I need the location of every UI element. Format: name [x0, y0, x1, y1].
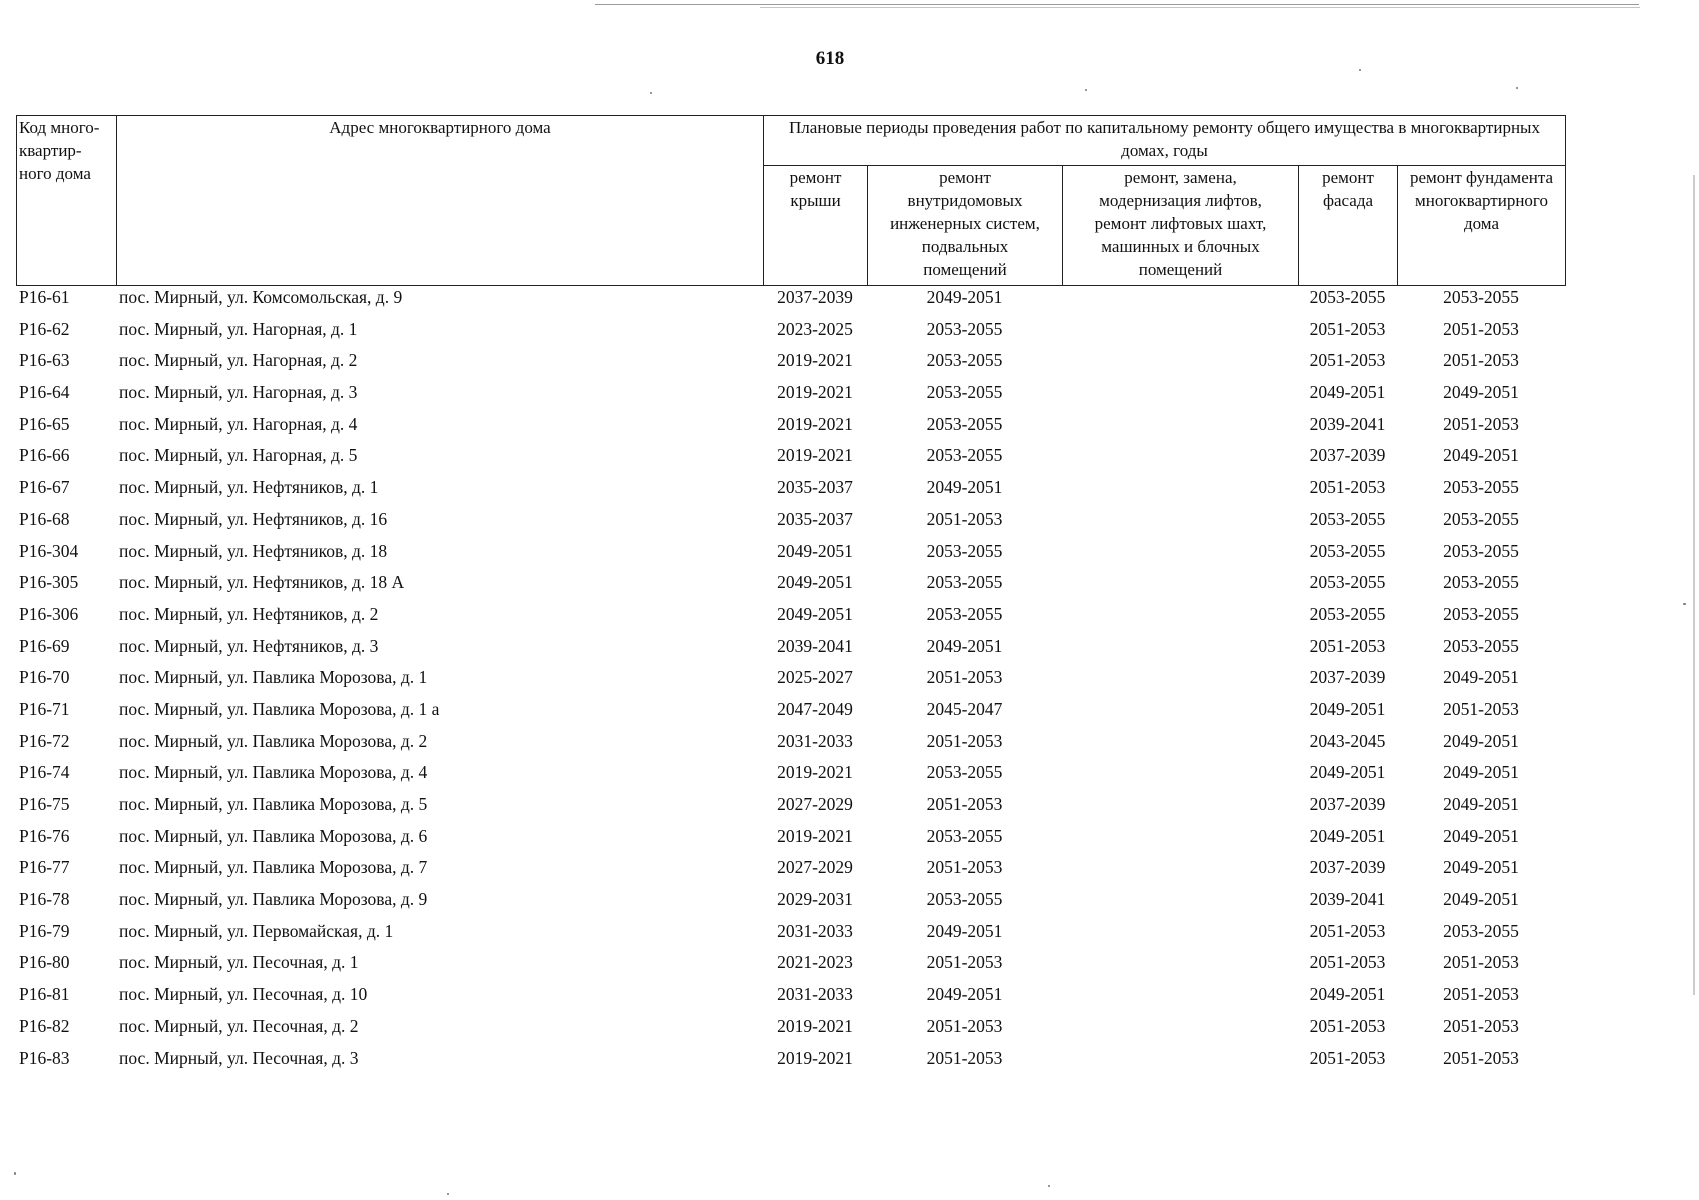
row-roof-period: 2039-2041 — [777, 635, 853, 656]
row-engineering-period: 2053-2055 — [926, 413, 1003, 434]
row-engineering-period: 2049-2051 — [926, 984, 1003, 1005]
row-address: пос. Мирный, ул. Павлика Морозова, д. 1 а — [119, 698, 440, 719]
row-elevators-period — [1062, 445, 1298, 477]
row-engineering-period: 2051-2053 — [926, 952, 1003, 973]
row-facade-period: 2037-2039 — [1309, 445, 1386, 466]
row-elevators-period — [1062, 1016, 1298, 1048]
row-engineering-period: 2049-2051 — [926, 920, 1003, 941]
row-code: P16-61 — [19, 287, 70, 307]
row-code: P16-306 — [19, 603, 79, 624]
table-row — [16, 826, 1565, 858]
row-code: P16-68 — [19, 508, 70, 529]
row-code: P16-71 — [19, 698, 70, 719]
row-facade-period: 2049-2051 — [1309, 825, 1386, 846]
header-facade: ремонт фасада — [1299, 166, 1398, 286]
scan-speck — [1048, 1185, 1050, 1187]
row-engineering-period: 2053-2055 — [926, 572, 1003, 593]
row-foundation-period: 2049-2051 — [1443, 794, 1519, 814]
row-code: P16-81 — [19, 984, 70, 1005]
table-row — [16, 889, 1565, 921]
header-elevators: ремонт, замена, модернизация лифтов, ремонт лифтовых шахт, машинных и блочных помещений — [1063, 166, 1299, 286]
row-foundation-period: 2051-2053 — [1443, 1047, 1519, 1068]
row-facade-period: 2037-2039 — [1309, 794, 1386, 814]
table-row — [16, 509, 1565, 541]
row-engineering-period: 2053-2055 — [926, 825, 1003, 846]
row-facade-period: 2037-2039 — [1309, 857, 1386, 878]
row-roof-period: 2019-2021 — [777, 445, 853, 466]
row-code: P16-66 — [19, 445, 70, 466]
row-address: пос. Мирный, ул. Нагорная, д. 5 — [119, 445, 358, 466]
row-foundation-period: 2053-2055 — [1443, 920, 1519, 941]
row-facade-period: 2051-2053 — [1309, 952, 1386, 973]
row-code: P16-304 — [19, 540, 79, 561]
row-facade-period: 2051-2053 — [1309, 318, 1386, 339]
row-address: пос. Мирный, ул. Нагорная, д. 3 — [119, 382, 358, 403]
row-address: пос. Мирный, ул. Первомайская, д. 1 — [119, 920, 394, 941]
row-facade-period: 2053-2055 — [1309, 287, 1386, 307]
row-facade-period: 2053-2055 — [1309, 540, 1386, 561]
table-header — [16, 115, 1566, 286]
table-row — [16, 350, 1565, 382]
row-facade-period: 2051-2053 — [1309, 635, 1386, 656]
row-roof-period: 2029-2031 — [777, 889, 853, 910]
row-address: пос. Мирный, ул. Павлика Морозова, д. 4 — [119, 762, 428, 783]
row-engineering-period: 2051-2053 — [926, 1015, 1003, 1036]
row-code: P16-62 — [19, 318, 70, 339]
table-row — [16, 636, 1565, 668]
row-engineering-period: 2053-2055 — [926, 762, 1003, 783]
table-row — [16, 572, 1565, 604]
row-foundation-period: 2049-2051 — [1443, 667, 1519, 688]
row-engineering-period: 2049-2051 — [926, 635, 1003, 656]
scan-top-rule — [595, 4, 1639, 5]
header-engineering: ремонт внутридомовых инженерных систем, подвальных помещений — [868, 166, 1063, 286]
row-address: пос. Мирный, ул. Песочная, д. 3 — [119, 1047, 359, 1068]
row-address: пос. Мирный, ул. Нефтяников, д. 18 — [119, 540, 388, 561]
row-facade-period: 2053-2055 — [1309, 508, 1386, 529]
row-foundation-period: 2049-2051 — [1443, 762, 1519, 783]
row-address: пос. Мирный, ул. Павлика Морозова, д. 2 — [119, 730, 428, 751]
row-engineering-period: 2051-2053 — [926, 667, 1003, 688]
row-address: пос. Мирный, ул. Песочная, д. 10 — [119, 984, 368, 1005]
row-engineering-period: 2051-2053 — [926, 508, 1003, 529]
row-roof-period: 2035-2037 — [777, 477, 853, 498]
table-row — [16, 541, 1565, 573]
table-row — [16, 1016, 1565, 1048]
row-address: пос. Мирный, ул. Павлика Морозова, д. 6 — [119, 825, 428, 846]
row-foundation-period: 2053-2055 — [1443, 635, 1519, 656]
row-roof-period: 2037-2039 — [777, 287, 853, 307]
row-foundation-period: 2053-2055 — [1443, 572, 1519, 593]
row-engineering-period: 2053-2055 — [926, 603, 1003, 624]
row-facade-period: 2053-2055 — [1309, 572, 1386, 593]
row-elevators-period — [1062, 287, 1298, 319]
scan-speck — [1085, 89, 1087, 91]
row-foundation-period: 2049-2051 — [1443, 889, 1519, 910]
row-code: P16-305 — [19, 572, 79, 593]
row-address: пос. Мирный, ул. Павлика Морозова, д. 9 — [119, 889, 428, 910]
row-roof-period: 2023-2025 — [777, 318, 853, 339]
row-roof-period: 2049-2051 — [777, 540, 853, 561]
row-foundation-period: 2051-2053 — [1443, 350, 1519, 371]
row-code: P16-64 — [19, 382, 70, 403]
row-address: пос. Мирный, ул. Нефтяников, д. 2 — [119, 603, 379, 624]
row-roof-period: 2031-2033 — [777, 730, 853, 751]
row-elevators-period — [1062, 921, 1298, 953]
row-foundation-period: 2051-2053 — [1443, 698, 1519, 719]
row-address: пос. Мирный, ул. Комсомольская, д. 9 — [119, 287, 403, 307]
row-roof-period: 2021-2023 — [777, 952, 853, 973]
row-facade-period: 2049-2051 — [1309, 984, 1386, 1005]
row-foundation-period: 2053-2055 — [1443, 477, 1519, 498]
row-roof-period: 2019-2021 — [777, 382, 853, 403]
scan-speck — [1359, 69, 1361, 71]
row-roof-period: 2019-2021 — [777, 825, 853, 846]
row-roof-period: 2031-2033 — [777, 984, 853, 1005]
table-row — [16, 414, 1565, 446]
row-address: пос. Мирный, ул. Нагорная, д. 2 — [119, 350, 358, 371]
row-foundation-period: 2051-2053 — [1443, 1015, 1519, 1036]
row-elevators-period — [1062, 509, 1298, 541]
row-elevators-period — [1062, 826, 1298, 858]
row-engineering-period: 2049-2051 — [926, 477, 1003, 498]
row-facade-period: 2051-2053 — [1309, 350, 1386, 371]
row-foundation-period: 2051-2053 — [1443, 318, 1519, 339]
row-roof-period: 2031-2033 — [777, 920, 853, 941]
table-row — [16, 984, 1565, 1016]
row-elevators-period — [1062, 699, 1298, 731]
row-address: пос. Мирный, ул. Павлика Морозова, д. 1 — [119, 667, 428, 688]
row-code: P16-77 — [19, 857, 70, 878]
row-elevators-period — [1062, 477, 1298, 509]
row-elevators-period — [1062, 636, 1298, 668]
row-roof-period: 2027-2029 — [777, 857, 853, 878]
row-facade-period: 2049-2051 — [1309, 698, 1386, 719]
row-engineering-period: 2053-2055 — [926, 540, 1003, 561]
row-elevators-period — [1062, 952, 1298, 984]
row-elevators-period — [1062, 794, 1298, 826]
row-engineering-period: 2051-2053 — [926, 794, 1003, 814]
row-facade-period: 2051-2053 — [1309, 1015, 1386, 1036]
row-facade-period: 2051-2053 — [1309, 920, 1386, 941]
header-address: Адрес многоквартирного дома — [117, 116, 764, 286]
row-foundation-period: 2051-2053 — [1443, 413, 1519, 434]
table-row — [16, 445, 1565, 477]
row-facade-period: 2039-2041 — [1309, 413, 1386, 434]
row-elevators-period — [1062, 857, 1298, 889]
row-address: пос. Мирный, ул. Нефтяников, д. 3 — [119, 635, 379, 656]
row-elevators-period — [1062, 319, 1298, 351]
header-planned-periods: Плановые периоды проведения работ по капитальному ремонту общего имущества в многоквартирных домах, годы — [764, 116, 1566, 166]
scan-speck — [650, 92, 652, 94]
row-elevators-period — [1062, 604, 1298, 636]
row-engineering-period: 2051-2053 — [926, 857, 1003, 878]
header-roof: ремонт крыши — [764, 166, 868, 286]
row-engineering-period: 2053-2055 — [926, 318, 1003, 339]
table-row — [16, 921, 1565, 953]
scan-edge-mark — [1693, 175, 1695, 995]
row-engineering-period: 2053-2055 — [926, 445, 1003, 466]
row-code: P16-78 — [19, 889, 70, 910]
scan-speck — [1683, 603, 1686, 605]
row-code: P16-67 — [19, 477, 70, 498]
row-facade-period: 2053-2055 — [1309, 603, 1386, 624]
row-address: пос. Мирный, ул. Павлика Морозова, д. 7 — [119, 857, 428, 878]
row-elevators-period — [1062, 889, 1298, 921]
row-code: P16-69 — [19, 635, 70, 656]
table-row — [16, 857, 1565, 889]
row-engineering-period: 2053-2055 — [926, 889, 1003, 910]
table-row — [16, 382, 1565, 414]
row-engineering-period: 2049-2051 — [926, 287, 1003, 307]
row-engineering-period: 2045-2047 — [926, 698, 1003, 719]
row-engineering-period: 2053-2055 — [926, 350, 1003, 371]
row-foundation-period: 2049-2051 — [1443, 825, 1519, 846]
row-foundation-period: 2049-2051 — [1443, 382, 1519, 403]
row-foundation-period: 2049-2051 — [1443, 445, 1519, 466]
row-elevators-period — [1062, 382, 1298, 414]
row-address: пос. Мирный, ул. Нагорная, д. 1 — [119, 318, 358, 339]
row-engineering-period: 2051-2053 — [926, 730, 1003, 751]
row-engineering-period: 2051-2053 — [926, 1047, 1003, 1068]
row-code: P16-70 — [19, 667, 70, 688]
row-elevators-period — [1062, 572, 1298, 604]
row-foundation-period: 2049-2051 — [1443, 857, 1519, 878]
page-number: 618 — [815, 48, 845, 69]
table-row — [16, 477, 1565, 509]
row-roof-period: 2027-2029 — [777, 794, 853, 814]
row-code: P16-65 — [19, 413, 70, 434]
row-elevators-period — [1062, 350, 1298, 382]
row-foundation-period: 2051-2053 — [1443, 952, 1519, 973]
row-roof-period: 2019-2021 — [777, 762, 853, 783]
row-code: P16-76 — [19, 825, 70, 846]
row-elevators-period — [1062, 1048, 1298, 1080]
row-address: пос. Мирный, ул. Нефтяников, д. 1 — [119, 477, 379, 498]
row-roof-period: 2049-2051 — [777, 603, 853, 624]
row-elevators-period — [1062, 541, 1298, 573]
row-elevators-period — [1062, 414, 1298, 446]
row-code: P16-75 — [19, 794, 70, 814]
row-roof-period: 2035-2037 — [777, 508, 853, 529]
data-table — [16, 287, 1565, 1079]
table-row — [16, 604, 1565, 636]
header-code: Код много- квартир- ного дома — [17, 116, 117, 286]
table-row — [16, 319, 1565, 351]
table-row — [16, 667, 1565, 699]
row-foundation-period: 2051-2053 — [1443, 984, 1519, 1005]
row-roof-period: 2019-2021 — [777, 413, 853, 434]
row-code: P16-80 — [19, 952, 70, 973]
row-code: P16-72 — [19, 730, 70, 751]
row-facade-period: 2043-2045 — [1309, 730, 1386, 751]
row-code: P16-79 — [19, 920, 70, 941]
row-address: пос. Мирный, ул. Песочная, д. 2 — [119, 1015, 359, 1036]
row-elevators-period — [1062, 984, 1298, 1016]
row-facade-period: 2039-2041 — [1309, 889, 1386, 910]
row-foundation-period: 2053-2055 — [1443, 603, 1519, 624]
row-code: P16-83 — [19, 1047, 70, 1068]
row-address: пос. Мирный, ул. Песочная, д. 1 — [119, 952, 359, 973]
row-code: P16-63 — [19, 350, 70, 371]
row-roof-period: 2047-2049 — [777, 698, 853, 719]
scan-speck — [447, 1193, 449, 1195]
row-foundation-period: 2053-2055 — [1443, 508, 1519, 529]
row-facade-period: 2049-2051 — [1309, 762, 1386, 783]
row-address: пос. Мирный, ул. Павлика Морозова, д. 5 — [119, 794, 428, 814]
table-row — [16, 287, 1565, 319]
row-facade-period: 2051-2053 — [1309, 1047, 1386, 1068]
row-facade-period: 2049-2051 — [1309, 382, 1386, 403]
row-facade-period: 2051-2053 — [1309, 477, 1386, 498]
row-roof-period: 2019-2021 — [777, 1047, 853, 1068]
row-elevators-period — [1062, 667, 1298, 699]
scan-speck — [14, 1172, 16, 1175]
row-roof-period: 2025-2027 — [777, 667, 853, 688]
scan-speck — [1516, 87, 1518, 89]
scan-top-rule-secondary — [760, 7, 1640, 8]
table-row — [16, 952, 1565, 984]
table-row — [16, 762, 1565, 794]
table-row — [16, 794, 1565, 826]
row-foundation-period: 2053-2055 — [1443, 287, 1519, 307]
row-engineering-period: 2053-2055 — [926, 382, 1003, 403]
table-row — [16, 699, 1565, 731]
header-foundation: ремонт фундамента многоквартирного дома — [1398, 166, 1566, 286]
row-roof-period: 2019-2021 — [777, 350, 853, 371]
table-row — [16, 1048, 1565, 1080]
row-roof-period: 2019-2021 — [777, 1015, 853, 1036]
row-facade-period: 2037-2039 — [1309, 667, 1386, 688]
row-code: P16-74 — [19, 762, 70, 783]
row-code: P16-82 — [19, 1015, 70, 1036]
row-address: пос. Мирный, ул. Нефтяников, д. 16 — [119, 508, 388, 529]
row-roof-period: 2049-2051 — [777, 572, 853, 593]
row-foundation-period: 2053-2055 — [1443, 540, 1519, 561]
row-elevators-period — [1062, 762, 1298, 794]
row-address: пос. Мирный, ул. Нагорная, д. 4 — [119, 413, 358, 434]
row-elevators-period — [1062, 731, 1298, 763]
table-row — [16, 731, 1565, 763]
row-foundation-period: 2049-2051 — [1443, 730, 1519, 751]
row-address: пос. Мирный, ул. Нефтяников, д. 18 А — [119, 572, 405, 593]
